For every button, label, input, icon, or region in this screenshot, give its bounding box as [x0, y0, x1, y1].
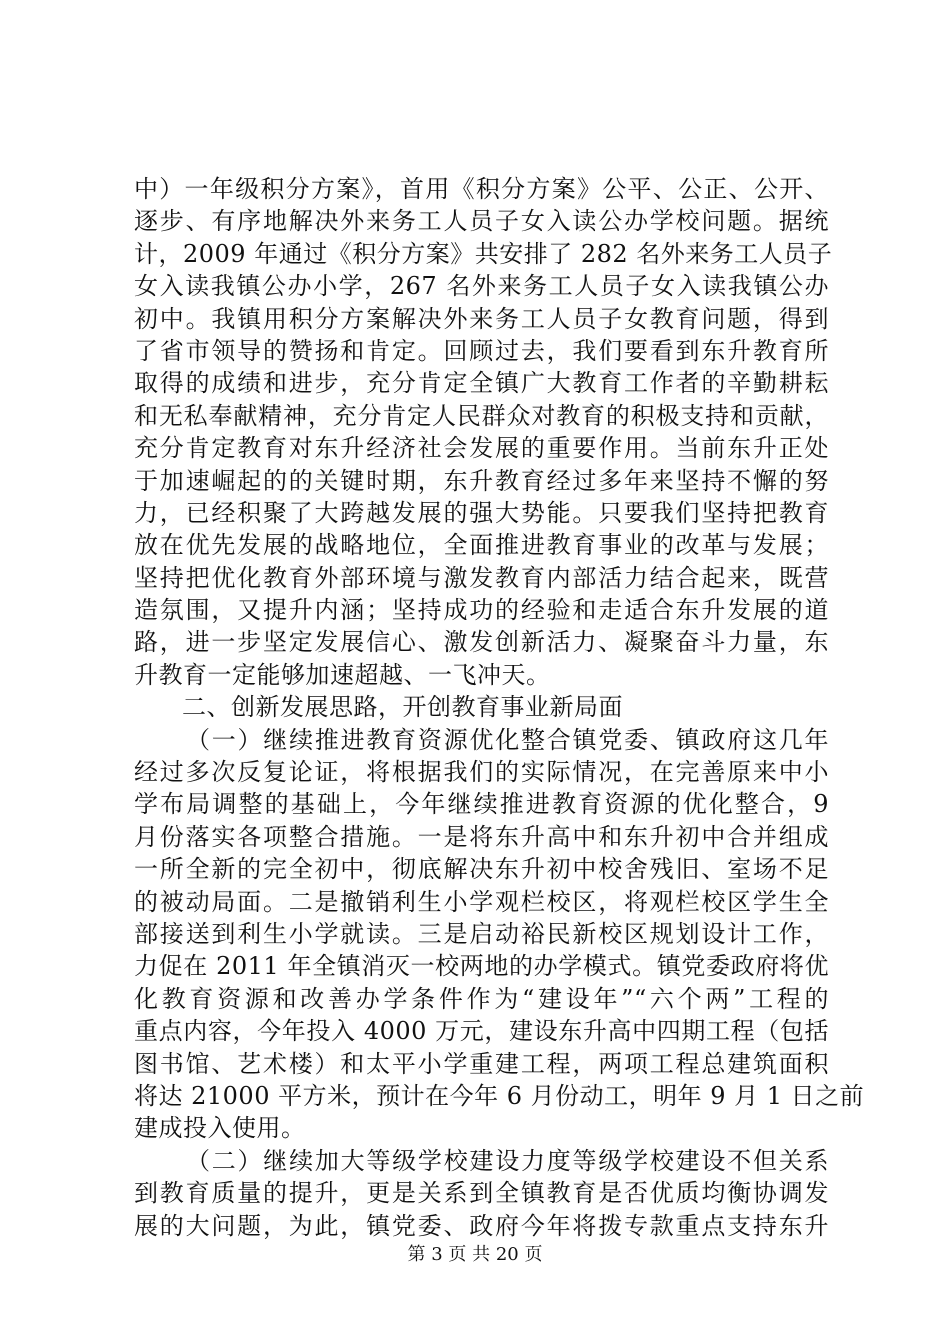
text-line: 和无私奉献精神，充分肯定人民群众对教育的积极支持和贡献，: [134, 401, 829, 430]
text-line: 化教育资源和改善办学条件作为“建设年”“六个两”工程的: [134, 984, 829, 1013]
subsection-heading: （二）继续加大等级学校建设力度等级学校建设不但关系: [186, 1146, 829, 1175]
text-line: 力，已经积聚了大跨越发展的强大势能。只要我们坚持把教育: [134, 498, 829, 527]
text-line: 初中。我镇用积分方案解决外来务工人员子女教育问题，得到: [134, 304, 829, 333]
text-line: 将达 21000 平方米，预计在今年 6 月份动工，明年 9 月 1 日之前: [134, 1081, 865, 1110]
text-line: 于加速崛起的的关键时期，东升教育经过多年来坚持不懈的努: [134, 466, 829, 495]
text-line: 了省市领导的赞扬和肯定。回顾过去，我们要看到东升教育所: [134, 336, 829, 365]
text-line: 坚持把优化教育外部环境与激发教育内部活力结合起来，既营: [134, 563, 829, 592]
text-line: 计，2009 年通过《积分方案》共安排了 282 名外来务工人员子: [134, 239, 833, 268]
text-line: 取得的成绩和进步，充分肯定全镇广大教育工作者的辛勤耕耘: [134, 369, 829, 398]
text-line: 力促在 2011 年全镇消灭一校两地的办学模式。镇党委政府将优: [134, 952, 829, 981]
text-line: 学布局调整的基础上，今年继续推进教育资源的优化整合，9: [134, 790, 829, 819]
text-line: 建成投入使用。: [134, 1114, 306, 1143]
text-line: 路，进一步坚定发展信心、激发创新活力、凝聚奋斗力量，东: [134, 628, 829, 657]
text-line: 部接送到利生小学就读。三是启动裕民新校区规划设计工作，: [134, 919, 829, 948]
text-line: 经过多次反复论证，将根据我们的实际情况，在完善原来中小: [134, 758, 829, 787]
page-footer: 第 3 页 共 20 页: [407, 1244, 543, 1265]
text-line: 到教育质量的提升，更是关系到全镇教育是否优质均衡协调发: [134, 1179, 829, 1208]
text-line: 重点内容，今年投入 4000 万元，建设东升高中四期工程（包括: [134, 1017, 829, 1046]
text-line: 展的大问题，为此，镇党委、政府今年将拨专款重点支持东升: [134, 1211, 829, 1240]
text-line: 逐步、有序地解决外来务工人员子女入读公办学校问题。据统: [134, 207, 829, 236]
text-line: 中）一年级积分方案》，首用《积分方案》公平、公正、公开、: [134, 175, 829, 203]
text-line: 女入读我镇公办小学，267 名外来务工人员子女入读我镇公办: [134, 272, 829, 301]
text-line: 充分肯定教育对东升经济社会发展的重要作用。当前东升正处: [134, 434, 829, 463]
text-line: 的被动局面。二是撤销利生小学观栏校区，将观栏校区学生全: [134, 887, 829, 916]
text-line: 图书馆、艺术楼）和太平小学重建工程，两项工程总建筑面积: [134, 1049, 829, 1078]
text-line: 放在优先发展的战略地位，全面推进教育事业的改革与发展；: [134, 531, 829, 560]
text-line: 一所全新的完全初中，彻底解决东升初中校舍残旧、室场不足: [134, 855, 829, 884]
text-line: 升教育一定能够加速超越、一飞冲天。: [134, 660, 551, 689]
section-heading: 二、创新发展思路，开创教育事业新局面: [182, 693, 623, 722]
subsection-heading: （一）继续推进教育资源优化整合镇党委、镇政府这几年: [186, 725, 829, 754]
text-line: 造氛围，又提升内涵；坚持成功的经验和走适合东升发展的道: [134, 596, 829, 625]
text-line: 月份落实各项整合措施。一是将东升高中和东升初中合并组成: [134, 822, 829, 851]
body-text: [134, 173, 865, 1242]
